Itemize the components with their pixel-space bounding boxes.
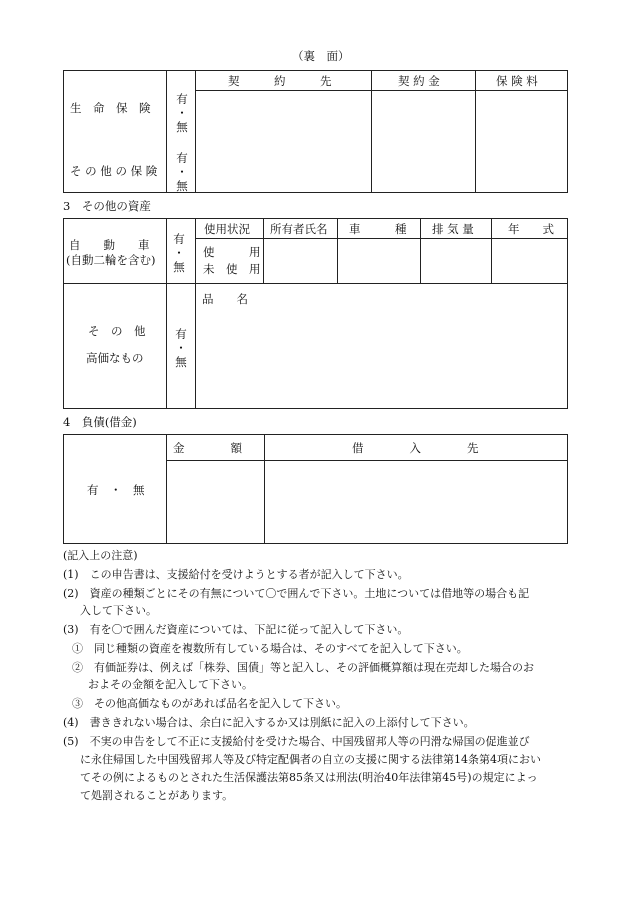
no-mark: 無 (175, 355, 187, 369)
note-3-1: ① 同じ種類の資産を複数所有している場合は、そのすべてを記入して下さい。 (72, 642, 468, 655)
col-debt-amount: 金 額 (173, 441, 242, 455)
no-mark: 無 (176, 179, 188, 193)
note-5-cont-2: てその例によるものとされた生活保護法第85条又は刑法(明治40年法律第45号)の規定によっ (80, 771, 538, 784)
other-insurance-label: そ の 他 の 保 険 (70, 164, 158, 178)
note-1: (1) この申告書は、支援給付を受けようとする者が記入して下さい。 (63, 568, 409, 581)
col-owner-name: 所有者氏名 (270, 222, 328, 236)
life-insurance-label: 生 命 保 険 (70, 101, 151, 115)
dot-mark: ・ (173, 246, 185, 260)
col-lender: 借 入 先 (352, 441, 479, 455)
usage-unused-option[interactable]: 未 使 用 (203, 262, 261, 276)
section-4-heading: 4 負債(借金) (63, 415, 137, 429)
note-3-2: ② 有価証券は、例えば「株券、国債」等と記入し、その評価概算額は現在売却した場合のお (72, 661, 534, 674)
col-contract-amount: 契 約 金 (398, 74, 440, 88)
note-3-2-cont: およその金額を記入して下さい。 (88, 678, 253, 691)
note-5-cont-3: て処罰されることがあります。 (80, 789, 234, 802)
page-title: （裏 面） (292, 49, 350, 63)
vehicle-sublabel: (自動二輪を含む) (66, 253, 156, 267)
vehicle-yes-no[interactable] (172, 232, 186, 274)
yes-mark: 有 (176, 151, 188, 165)
col-exhaust-volume: 排 気 量 (432, 222, 474, 236)
notes-heading: (記入上の注意) (63, 549, 138, 562)
dot-mark: ・ (176, 106, 188, 120)
yes-mark: 有 (176, 92, 188, 106)
col-usage-status: 使用状況 (204, 222, 250, 236)
life-insurance-yes-no[interactable] (175, 92, 189, 134)
col-contract-party: 契 約 先 (228, 74, 332, 88)
vehicle-label: 自 動 車 (69, 238, 150, 252)
dot-mark: ・ (175, 341, 187, 355)
valuables-yes-no[interactable] (174, 327, 188, 369)
no-mark: 無 (176, 120, 188, 134)
item-name-label: 品 名 (202, 292, 248, 306)
section-3-heading: 3 その他の資産 (63, 199, 151, 213)
yes-mark: 有 (175, 327, 187, 341)
col-premium: 保 険 料 (496, 74, 538, 88)
note-2: (2) 資産の種類ごとにその有無について〇で囲んで下さい。土地については借地等の場合も記 (63, 587, 530, 600)
dot-mark: ・ (176, 165, 188, 179)
note-5: (5) 不実の申告をして不正に支援給付を受けた場合、中国残留邦人等の円滑な帰国の促進並び (63, 735, 530, 748)
col-car-type: 車 種 (349, 222, 407, 236)
note-3: (3) 有を〇で囲んだ資産については、下記に従って記入して下さい。 (63, 623, 409, 636)
no-mark: 無 (173, 260, 185, 274)
note-2-cont: 入して下さい。 (80, 604, 157, 617)
usage-used-option[interactable]: 使 用 (203, 245, 261, 259)
other-insurance-yes-no[interactable] (175, 151, 189, 193)
valuables-sublabel: 高価なもの (86, 351, 144, 365)
note-5-cont-1: に永住帰国した中国残留邦人等及び特定配偶者の自立の支援に関する法律第14条第4項におい (80, 753, 541, 766)
col-model-year: 年 式 (508, 222, 554, 236)
note-3-3: ③ その他高価なものがあれば品名を記入して下さい。 (72, 697, 347, 710)
debt-yes-no[interactable]: 有 ・ 無 (87, 483, 145, 497)
valuables-label: そ の 他 (88, 324, 146, 338)
yes-mark: 有 (173, 232, 185, 246)
note-4: (4) 書ききれない場合は、余白に記入するか又は別紙に記入の上添付して下さい。 (63, 716, 475, 729)
